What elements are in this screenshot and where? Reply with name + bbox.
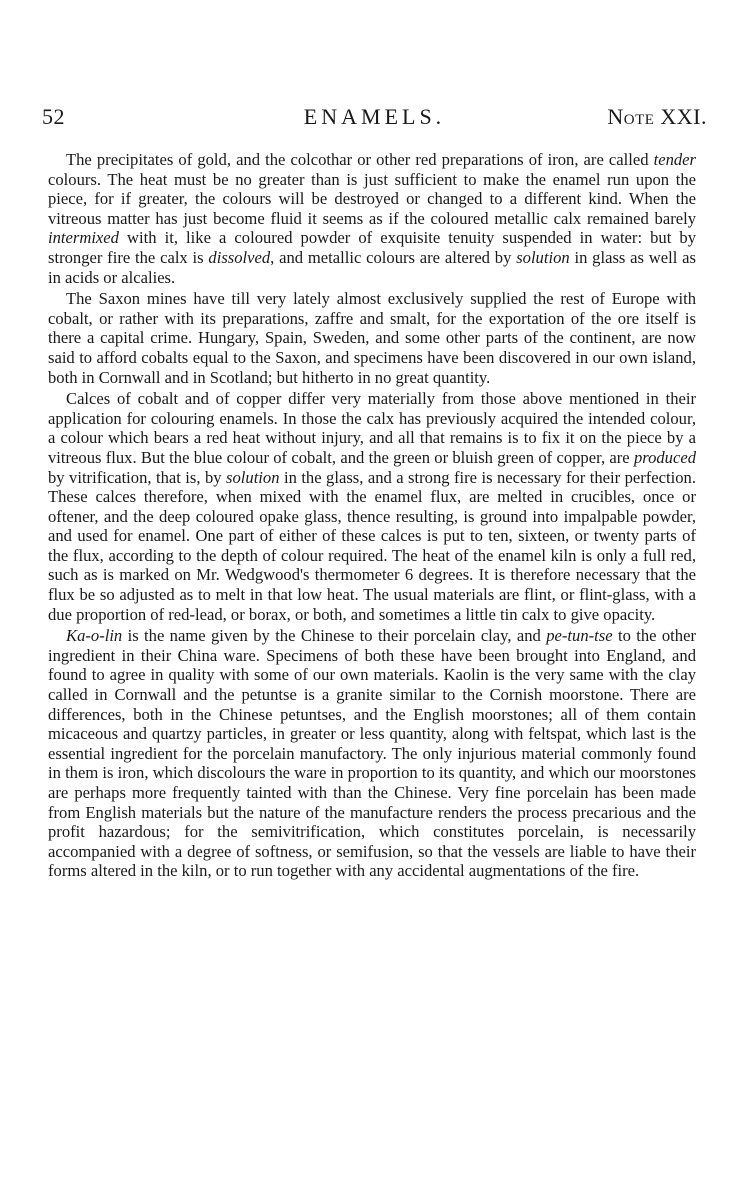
paragraph-kaolin: Ka-o-lin is the name given by the Chinese to their porcelain clay, and pe-tun-tse to the other ingredient in their China ware. Specimens of both these have been brought into England, and found to agree in quality with some of our own materials. Kaolin is the very same with the clay called in Cornwall and the petuntse is a granite similar to the Cornish moorstone. There are differences, both in the Chinese petuntses, and the English moorstones; all of them contain micaceous and quartzy particles, in greater or less quantity, along with feltspat, which last is the essential ingredient for the porcelain manufactory. The only injurious material commonly found in them is iron, which discolours the ware in proportion to its quantity, and which our moorstones are perhaps more frequently tainted with than the Chinese. Very fine porcelain has been made from English materials but the nature of the manufacture renders the process precarious and the profit hazardous; for the semivitrification, which constitutes porcelain, is necessarily accompanied with a degree of softness, or semifusion, so that the vessels are liable to have their forms altered in the kiln, or to run together with any accidental augmentations of the fire. <box>48 626 696 881</box>
italic-term: solution <box>516 247 570 267</box>
italic-term: Ka-o-lin <box>66 626 123 646</box>
page-header <box>42 104 707 138</box>
italic-term: pe-tun-tse <box>546 626 613 646</box>
italic-term: solution <box>226 467 280 487</box>
italic-term: produced <box>633 447 696 467</box>
italic-term: intermixed <box>48 228 119 248</box>
page-number: 52 <box>42 104 65 129</box>
italic-term: tender <box>653 150 696 169</box>
body-text <box>48 150 696 881</box>
paragraph-saxon-mines: The Saxon mines have till very lately almost exclusively supplied the rest of Europe with cobalt, or rather with its preparations, zaffre and smalt, for the exportation of the ore itself is there a capital crime. Hungary, Spain, Sweden, and some other parts of the continent, are now said to afford cobalts equal to the Saxon, and specimens have been discovered in our own island, both in Cornwall and in Scotland; but hitherto in no great quantity. <box>48 289 696 387</box>
note-reference: Note XXI. <box>607 104 707 129</box>
running-title: ENAMELS. <box>303 104 446 129</box>
italic-term: dissolved <box>208 247 271 267</box>
paragraph-cobalt-copper: Calces of cobalt and of copper differ very materially from those above mentioned in their application for colouring enamels. In those the calx has previously acquired the intended colour, a colour which bears a red heat without injury, and all that remains is to fix it on the piece by a vitreous flux. But the blue colour of cobalt, and the green or bluish green of copper, are produced by vitrification, that is, by solution in the glass, and a strong fire is necessary for their perfection. These calces therefore, when mixed with the enamel flux, are melted in crucibles, once or oftener, and the deep coloured opake glass, thence resulting, is ground into impalpable powder, and used for enamel. One part of either of these calces is put to ten, sixteen, or twenty parts of the flux, according to the depth of colour required. The heat of the enamel kiln is only a full red, such as is marked on Mr. Wedgwood's thermometer 6 degrees. It is therefore necessary that the flux be so adjusted as to melt in that low heat. The usual materials are flint, or flint-glass, with a due proportion of red-lead, or borax, or both, and sometimes a little tin calx to give opacity. <box>48 389 697 624</box>
paragraph-tender-colours: The precipitates of gold, and the colcothar or other red preparations of iron, are called tender colours. The heat must be no greater than is just sufficient to make the enamel run upon the piece, for if greater, the colours will be destroyed or changed to a different kind. When the vitreous matter has just become fluid it seems as if the coloured metallic calx remained barely intermixed with it, like a coloured powder of exquisite tenuity suspended in water: but by stronger fire the calx is dissolved, and metallic colours are altered by solution in glass as well as in acids or alcalies. <box>48 150 696 287</box>
